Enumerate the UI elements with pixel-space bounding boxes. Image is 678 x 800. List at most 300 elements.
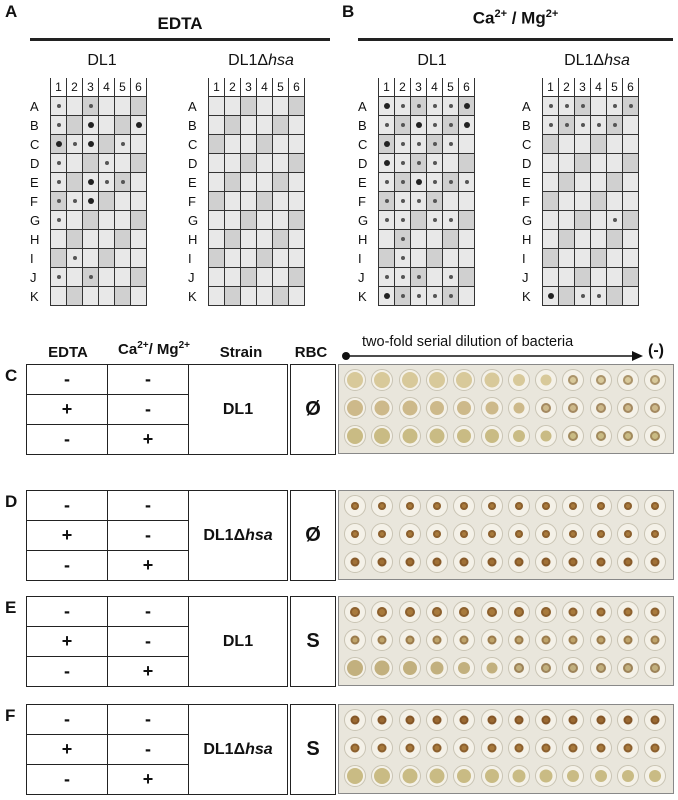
grid-cell xyxy=(209,211,225,230)
colony-dot xyxy=(401,123,405,127)
grid-cell xyxy=(209,268,225,287)
well xyxy=(644,523,666,545)
col-label: 1 xyxy=(543,78,559,97)
grid-cell xyxy=(411,192,427,211)
well xyxy=(590,601,612,623)
grid-cell xyxy=(67,154,83,173)
grid-cell xyxy=(131,97,147,116)
grid-cell xyxy=(225,135,241,154)
grid-cell xyxy=(83,154,99,173)
row-label: B xyxy=(28,116,51,135)
grid-cell xyxy=(379,211,395,230)
well xyxy=(426,551,448,573)
grid-cell xyxy=(411,268,427,287)
well xyxy=(344,551,366,573)
panel-b-rule xyxy=(358,38,673,41)
grid-cell xyxy=(623,230,639,249)
well xyxy=(371,737,393,759)
panel-a-strain-mutant: DL1Δhsa xyxy=(228,52,294,69)
colony-dot xyxy=(73,199,77,203)
well xyxy=(590,709,612,731)
well xyxy=(617,495,639,517)
grid-cell xyxy=(51,97,67,116)
col-header-strain: Strain xyxy=(219,344,263,361)
grid-cell xyxy=(67,230,83,249)
well xyxy=(535,765,557,787)
row-label: G xyxy=(520,211,543,230)
colony-dot xyxy=(464,103,470,109)
well xyxy=(535,601,557,623)
well xyxy=(535,495,557,517)
well xyxy=(371,709,393,731)
well xyxy=(481,397,503,419)
well xyxy=(644,765,666,787)
edta-value: + xyxy=(27,627,108,657)
grid-cell xyxy=(623,249,639,268)
grid-cell xyxy=(607,97,623,116)
grid-edta-dl1 xyxy=(28,78,147,306)
grid-cell xyxy=(459,211,475,230)
grid-cell xyxy=(273,268,289,287)
well xyxy=(344,629,366,651)
grid-cell xyxy=(623,211,639,230)
col-label: 4 xyxy=(427,78,443,97)
grid-cell xyxy=(559,154,575,173)
grid-cell xyxy=(289,249,305,268)
colony-dot xyxy=(88,141,94,147)
well xyxy=(562,601,584,623)
colony-dot xyxy=(417,294,421,298)
ca-mg-value: + xyxy=(108,765,189,795)
grid-cell xyxy=(607,268,623,287)
grid-cell xyxy=(395,211,411,230)
grid-cell xyxy=(115,249,131,268)
grid-cell xyxy=(559,135,575,154)
grid-cell xyxy=(443,268,459,287)
well xyxy=(371,601,393,623)
rbc-label: S xyxy=(290,704,336,795)
grid-cell xyxy=(443,135,459,154)
grid-cell xyxy=(379,249,395,268)
well xyxy=(617,765,639,787)
grid-cell xyxy=(427,249,443,268)
well xyxy=(644,737,666,759)
grid-cell xyxy=(273,97,289,116)
colony-dot xyxy=(57,218,61,222)
grid-cell xyxy=(395,154,411,173)
well-plate xyxy=(338,364,674,454)
well-plate xyxy=(338,596,674,686)
grid-cell xyxy=(379,287,395,306)
grid-cell xyxy=(209,135,225,154)
grid-cell xyxy=(51,154,67,173)
grid-cell xyxy=(575,230,591,249)
grid-cell xyxy=(559,116,575,135)
grid-cell xyxy=(591,154,607,173)
well xyxy=(399,397,421,419)
well xyxy=(371,523,393,545)
well xyxy=(644,397,666,419)
grid-cell xyxy=(591,249,607,268)
row-label: F xyxy=(186,192,209,211)
grid-cell xyxy=(427,211,443,230)
grid-cell xyxy=(209,249,225,268)
grid-cell xyxy=(623,97,639,116)
colony-dot xyxy=(597,294,601,298)
ca-mg-value: - xyxy=(108,365,189,395)
grid-cell xyxy=(559,249,575,268)
grid-cell xyxy=(459,135,475,154)
grid-cell xyxy=(607,154,623,173)
rbc-label: Ø xyxy=(290,490,336,581)
colony-dot xyxy=(88,122,94,128)
grid-cell xyxy=(623,116,639,135)
colony-dot xyxy=(613,123,617,127)
well xyxy=(508,523,530,545)
well xyxy=(617,397,639,419)
grid-cell xyxy=(273,211,289,230)
grid-cell xyxy=(427,230,443,249)
grid-cell xyxy=(395,97,411,116)
colony-dot xyxy=(121,142,125,146)
grid-cell xyxy=(591,268,607,287)
col-label: 5 xyxy=(273,78,289,97)
colony-dot xyxy=(57,104,61,108)
col-label: 2 xyxy=(225,78,241,97)
grid-cell xyxy=(395,230,411,249)
grid-cell xyxy=(543,173,559,192)
well xyxy=(453,765,475,787)
grid-cell xyxy=(99,230,115,249)
well xyxy=(644,657,666,679)
grid-cell xyxy=(623,135,639,154)
row-label: A xyxy=(186,97,209,116)
well xyxy=(617,737,639,759)
grid-cell xyxy=(607,173,623,192)
grid-cell xyxy=(67,97,83,116)
grid-cell xyxy=(83,268,99,287)
colony-dot xyxy=(581,123,585,127)
grid-cell xyxy=(241,192,257,211)
grid-cell xyxy=(575,192,591,211)
well xyxy=(399,425,421,447)
grid-cell xyxy=(67,249,83,268)
well xyxy=(344,765,366,787)
well xyxy=(590,397,612,419)
well xyxy=(426,709,448,731)
col-label: 2 xyxy=(559,78,575,97)
well xyxy=(508,425,530,447)
colony-dot xyxy=(613,218,617,222)
grid-cell xyxy=(99,192,115,211)
row-label: H xyxy=(28,230,51,249)
well xyxy=(562,425,584,447)
grid-cell xyxy=(543,97,559,116)
grid-cell xyxy=(115,230,131,249)
row-label: F xyxy=(520,192,543,211)
colony-dot xyxy=(384,103,390,109)
row-label: A xyxy=(28,97,51,116)
well xyxy=(399,551,421,573)
row-label: G xyxy=(186,211,209,230)
grid-cell xyxy=(395,116,411,135)
colony-dot xyxy=(465,180,469,184)
panel-letter-d: D xyxy=(5,492,18,511)
row-label: C xyxy=(520,135,543,154)
well xyxy=(590,523,612,545)
grid-cell xyxy=(591,97,607,116)
grid-cell xyxy=(623,268,639,287)
edta-value: - xyxy=(27,705,108,735)
grid-cell xyxy=(273,249,289,268)
grid-cell xyxy=(225,116,241,135)
col-label: 6 xyxy=(623,78,639,97)
col-label: 6 xyxy=(131,78,147,97)
well xyxy=(562,765,584,787)
grid-cell xyxy=(289,97,305,116)
grid-cell xyxy=(209,287,225,306)
grid-cell xyxy=(289,211,305,230)
well xyxy=(617,425,639,447)
well xyxy=(344,369,366,391)
colony-dot xyxy=(629,104,633,108)
well xyxy=(371,369,393,391)
row-label: E xyxy=(520,173,543,192)
negative-control-label: (-) xyxy=(648,342,664,359)
grid-cell xyxy=(379,268,395,287)
col-label: 3 xyxy=(411,78,427,97)
well xyxy=(617,601,639,623)
colony-dot xyxy=(581,104,585,108)
well xyxy=(426,425,448,447)
grid-cell xyxy=(67,173,83,192)
grid-cell xyxy=(607,116,623,135)
grid-cell xyxy=(257,116,273,135)
grid-cell xyxy=(591,173,607,192)
grid-cell xyxy=(209,230,225,249)
grid-cell xyxy=(411,211,427,230)
well xyxy=(371,551,393,573)
well xyxy=(644,369,666,391)
well xyxy=(590,495,612,517)
grid-cell xyxy=(273,287,289,306)
grid-cell xyxy=(289,230,305,249)
well xyxy=(426,495,448,517)
grid-cell xyxy=(289,173,305,192)
grid-cell xyxy=(395,287,411,306)
well xyxy=(399,523,421,545)
colony-dot xyxy=(433,142,437,146)
grid-cell xyxy=(411,230,427,249)
well xyxy=(453,601,475,623)
grid-cell xyxy=(379,230,395,249)
grid-cell xyxy=(131,211,147,230)
row-label: F xyxy=(356,192,379,211)
grid-cell xyxy=(241,116,257,135)
grid-cell xyxy=(289,192,305,211)
grid-cell xyxy=(575,116,591,135)
grid-cell xyxy=(575,97,591,116)
well xyxy=(562,657,584,679)
well xyxy=(590,425,612,447)
grid-cell xyxy=(115,173,131,192)
well xyxy=(481,425,503,447)
colony-dot xyxy=(89,104,93,108)
grid-cell xyxy=(83,173,99,192)
well xyxy=(371,629,393,651)
panel-b-title: $Ca^{2+} / Mg^{2+}$ xyxy=(472,8,559,28)
grid-cell xyxy=(443,116,459,135)
colony-dot xyxy=(433,104,437,108)
colony-dot xyxy=(417,161,421,165)
colony-dot xyxy=(88,179,94,185)
grid-ca-mutant xyxy=(520,78,639,306)
colony-dot xyxy=(417,199,421,203)
colony-dot xyxy=(401,199,405,203)
row-label: K xyxy=(28,287,51,306)
row-label: C xyxy=(356,135,379,154)
col-label: 5 xyxy=(443,78,459,97)
grid-cell xyxy=(559,230,575,249)
well xyxy=(617,629,639,651)
colony-dot xyxy=(57,123,61,127)
colony-dot xyxy=(121,180,125,184)
rbc-label: S xyxy=(290,596,336,687)
row-label: J xyxy=(28,268,51,287)
row-label: D xyxy=(356,154,379,173)
grid-cell xyxy=(559,287,575,306)
grid-cell xyxy=(379,135,395,154)
grid-cell xyxy=(99,287,115,306)
colony-dot xyxy=(89,275,93,279)
well xyxy=(481,629,503,651)
edta-value: - xyxy=(27,491,108,521)
grid-cell xyxy=(257,154,273,173)
grid-cell xyxy=(559,268,575,287)
grid-cell xyxy=(591,287,607,306)
well xyxy=(535,397,557,419)
grid-cell xyxy=(209,116,225,135)
well xyxy=(644,601,666,623)
grid-cell xyxy=(459,192,475,211)
grid-cell xyxy=(543,268,559,287)
grid-cell xyxy=(591,192,607,211)
grid-cell xyxy=(225,154,241,173)
well xyxy=(535,523,557,545)
colony-dot xyxy=(449,180,453,184)
well xyxy=(344,601,366,623)
grid-cell xyxy=(427,173,443,192)
well xyxy=(344,397,366,419)
well xyxy=(481,523,503,545)
grid-cell xyxy=(443,249,459,268)
well xyxy=(481,765,503,787)
well xyxy=(508,397,530,419)
row-label: K xyxy=(186,287,209,306)
colony-dot xyxy=(401,161,405,165)
grid-cell xyxy=(83,211,99,230)
row-label: K xyxy=(356,287,379,306)
grid-cell xyxy=(51,268,67,287)
panel-a-rule xyxy=(30,38,330,41)
strain-label: DL1Δ hsa xyxy=(188,704,288,795)
well xyxy=(535,369,557,391)
colony-dot xyxy=(57,161,61,165)
well xyxy=(644,629,666,651)
grid-cell xyxy=(575,154,591,173)
well xyxy=(399,601,421,623)
well xyxy=(617,657,639,679)
grid-cell xyxy=(591,230,607,249)
row-label: D xyxy=(520,154,543,173)
grid-cell xyxy=(411,287,427,306)
well xyxy=(562,397,584,419)
grid-cell xyxy=(379,173,395,192)
colony-dot xyxy=(433,180,437,184)
row-label: D xyxy=(186,154,209,173)
well xyxy=(535,425,557,447)
grid-cell xyxy=(623,154,639,173)
grid-cell xyxy=(591,116,607,135)
grid-cell xyxy=(289,287,305,306)
well xyxy=(644,709,666,731)
colony-dot xyxy=(384,141,390,147)
edta-value: - xyxy=(27,657,108,687)
col-label: 2 xyxy=(395,78,411,97)
well xyxy=(399,629,421,651)
well xyxy=(535,737,557,759)
row-label: D xyxy=(28,154,51,173)
well xyxy=(344,425,366,447)
well xyxy=(453,397,475,419)
grid-cell xyxy=(51,192,67,211)
well xyxy=(426,397,448,419)
well xyxy=(399,495,421,517)
well xyxy=(508,629,530,651)
dilution-label: two-fold serial dilution of bacteria xyxy=(362,334,574,350)
grid-cell xyxy=(543,249,559,268)
well xyxy=(371,657,393,679)
well xyxy=(562,523,584,545)
well xyxy=(371,765,393,787)
colony-dot xyxy=(433,218,437,222)
well xyxy=(426,601,448,623)
grid-cell xyxy=(443,173,459,192)
colony-dot xyxy=(385,123,389,127)
ca-mg-value: + xyxy=(108,425,189,455)
rbc-label: Ø xyxy=(290,364,336,455)
grid-cell xyxy=(131,268,147,287)
grid-cell xyxy=(543,192,559,211)
grid-cell xyxy=(623,287,639,306)
row-label: E xyxy=(186,173,209,192)
grid-cell xyxy=(51,249,67,268)
well xyxy=(426,523,448,545)
grid-cell xyxy=(115,287,131,306)
grid-cell xyxy=(623,173,639,192)
well xyxy=(590,657,612,679)
grid-cell xyxy=(257,249,273,268)
well xyxy=(453,495,475,517)
row-label: B xyxy=(186,116,209,135)
well xyxy=(508,709,530,731)
well xyxy=(535,629,557,651)
row-label: J xyxy=(356,268,379,287)
well xyxy=(481,495,503,517)
colony-dot xyxy=(433,199,437,203)
row-label: J xyxy=(520,268,543,287)
strain-label: DL1 xyxy=(188,364,288,455)
